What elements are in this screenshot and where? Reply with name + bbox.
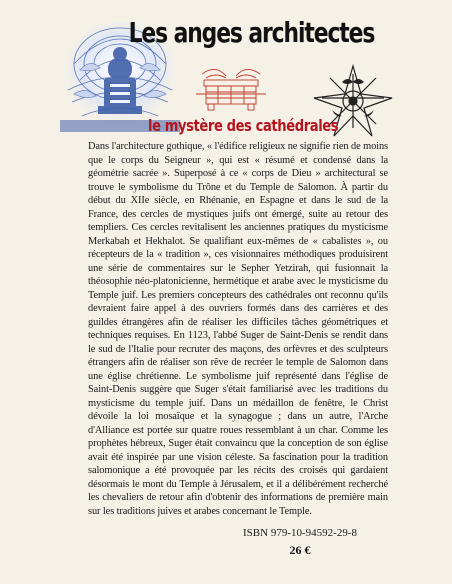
isbn-number: ISBN 979-10-94592-29-8 <box>243 527 357 539</box>
price-label: 26 € <box>289 543 311 557</box>
blurb-text: Dans l'architecture gothique, « l'édifice religieux ne signifie rien de moins que le corps du Seigneur », qui est « résumé et condensé dans la géométrie sacrée ». Superposé à ce « corps de Dieu » architectural se trouve le symbolisme du Trône et du Temple de Salomon. À partir du début du XIIe siècle, en Rhénanie, en Espagne et dans le sud de la France, des cercles de mystiques juifs ont émergé, suite au retour des templiers. Ces cercles revitalisent les anciennes pratiques du mysticisme Merkabah et Hekhalot. Se qualifiant eux-mêmes de « cabalistes », ou récepteurs de la « tradition », ces visionnaires méthodiques produisirent une série de commentaires sur le Sepher Yetzirah, qui fusionnait la théosophie néo-platonicienne, hermétique et arabe avec le mysticisme du Temple juif. Les premiers concepteurs des cathédrales ont reconnu qu'ils devraient faire appel à des ouvriers formés dans des carrières et des guildes étrangères afin de réaliser les difficiles tâches géométriques et techniques requises. En 1123, l'abbé Suger de Saint-Denis se rendit dans le sud de l'Italie pour recruter des maçons, des orfèvres et des sculpteurs étrangers afin de réaliser son rêve de recréer le temple de Salomon dans une église chrétienne. Le symbolisme juif représenté dans l'église de Saint-Denis suggère que Suger s'était familiarisé avec les traditions du mysticisme du temple juif. Dans un médaillon de fenêtre, le Christ dévoile la loi mosaïque et la synagogue ; dans un autre, l'Arche d'Alliance est portée sur quatre roues ressemblant à un char. Comme les prophètes hébreux, Suger était convaincu que la conception de son église avait été inspirée par une vision céleste. Sa fascination pour la tradition salomonique a été provoquée par les récits des croisés qui gardaient désormais le mont du Temple à Jérusalem, et il a délibérément recherché les chevaliers de retour afin d'obtenir des informations de première main sur les traditions juives et arabes concernant le Temple. <box>88 141 388 517</box>
book-subtitle: le mystère des cathédrales <box>148 116 339 135</box>
book-title: Les anges architectes <box>128 16 375 49</box>
ark-of-the-covenant-drawing <box>196 64 266 112</box>
